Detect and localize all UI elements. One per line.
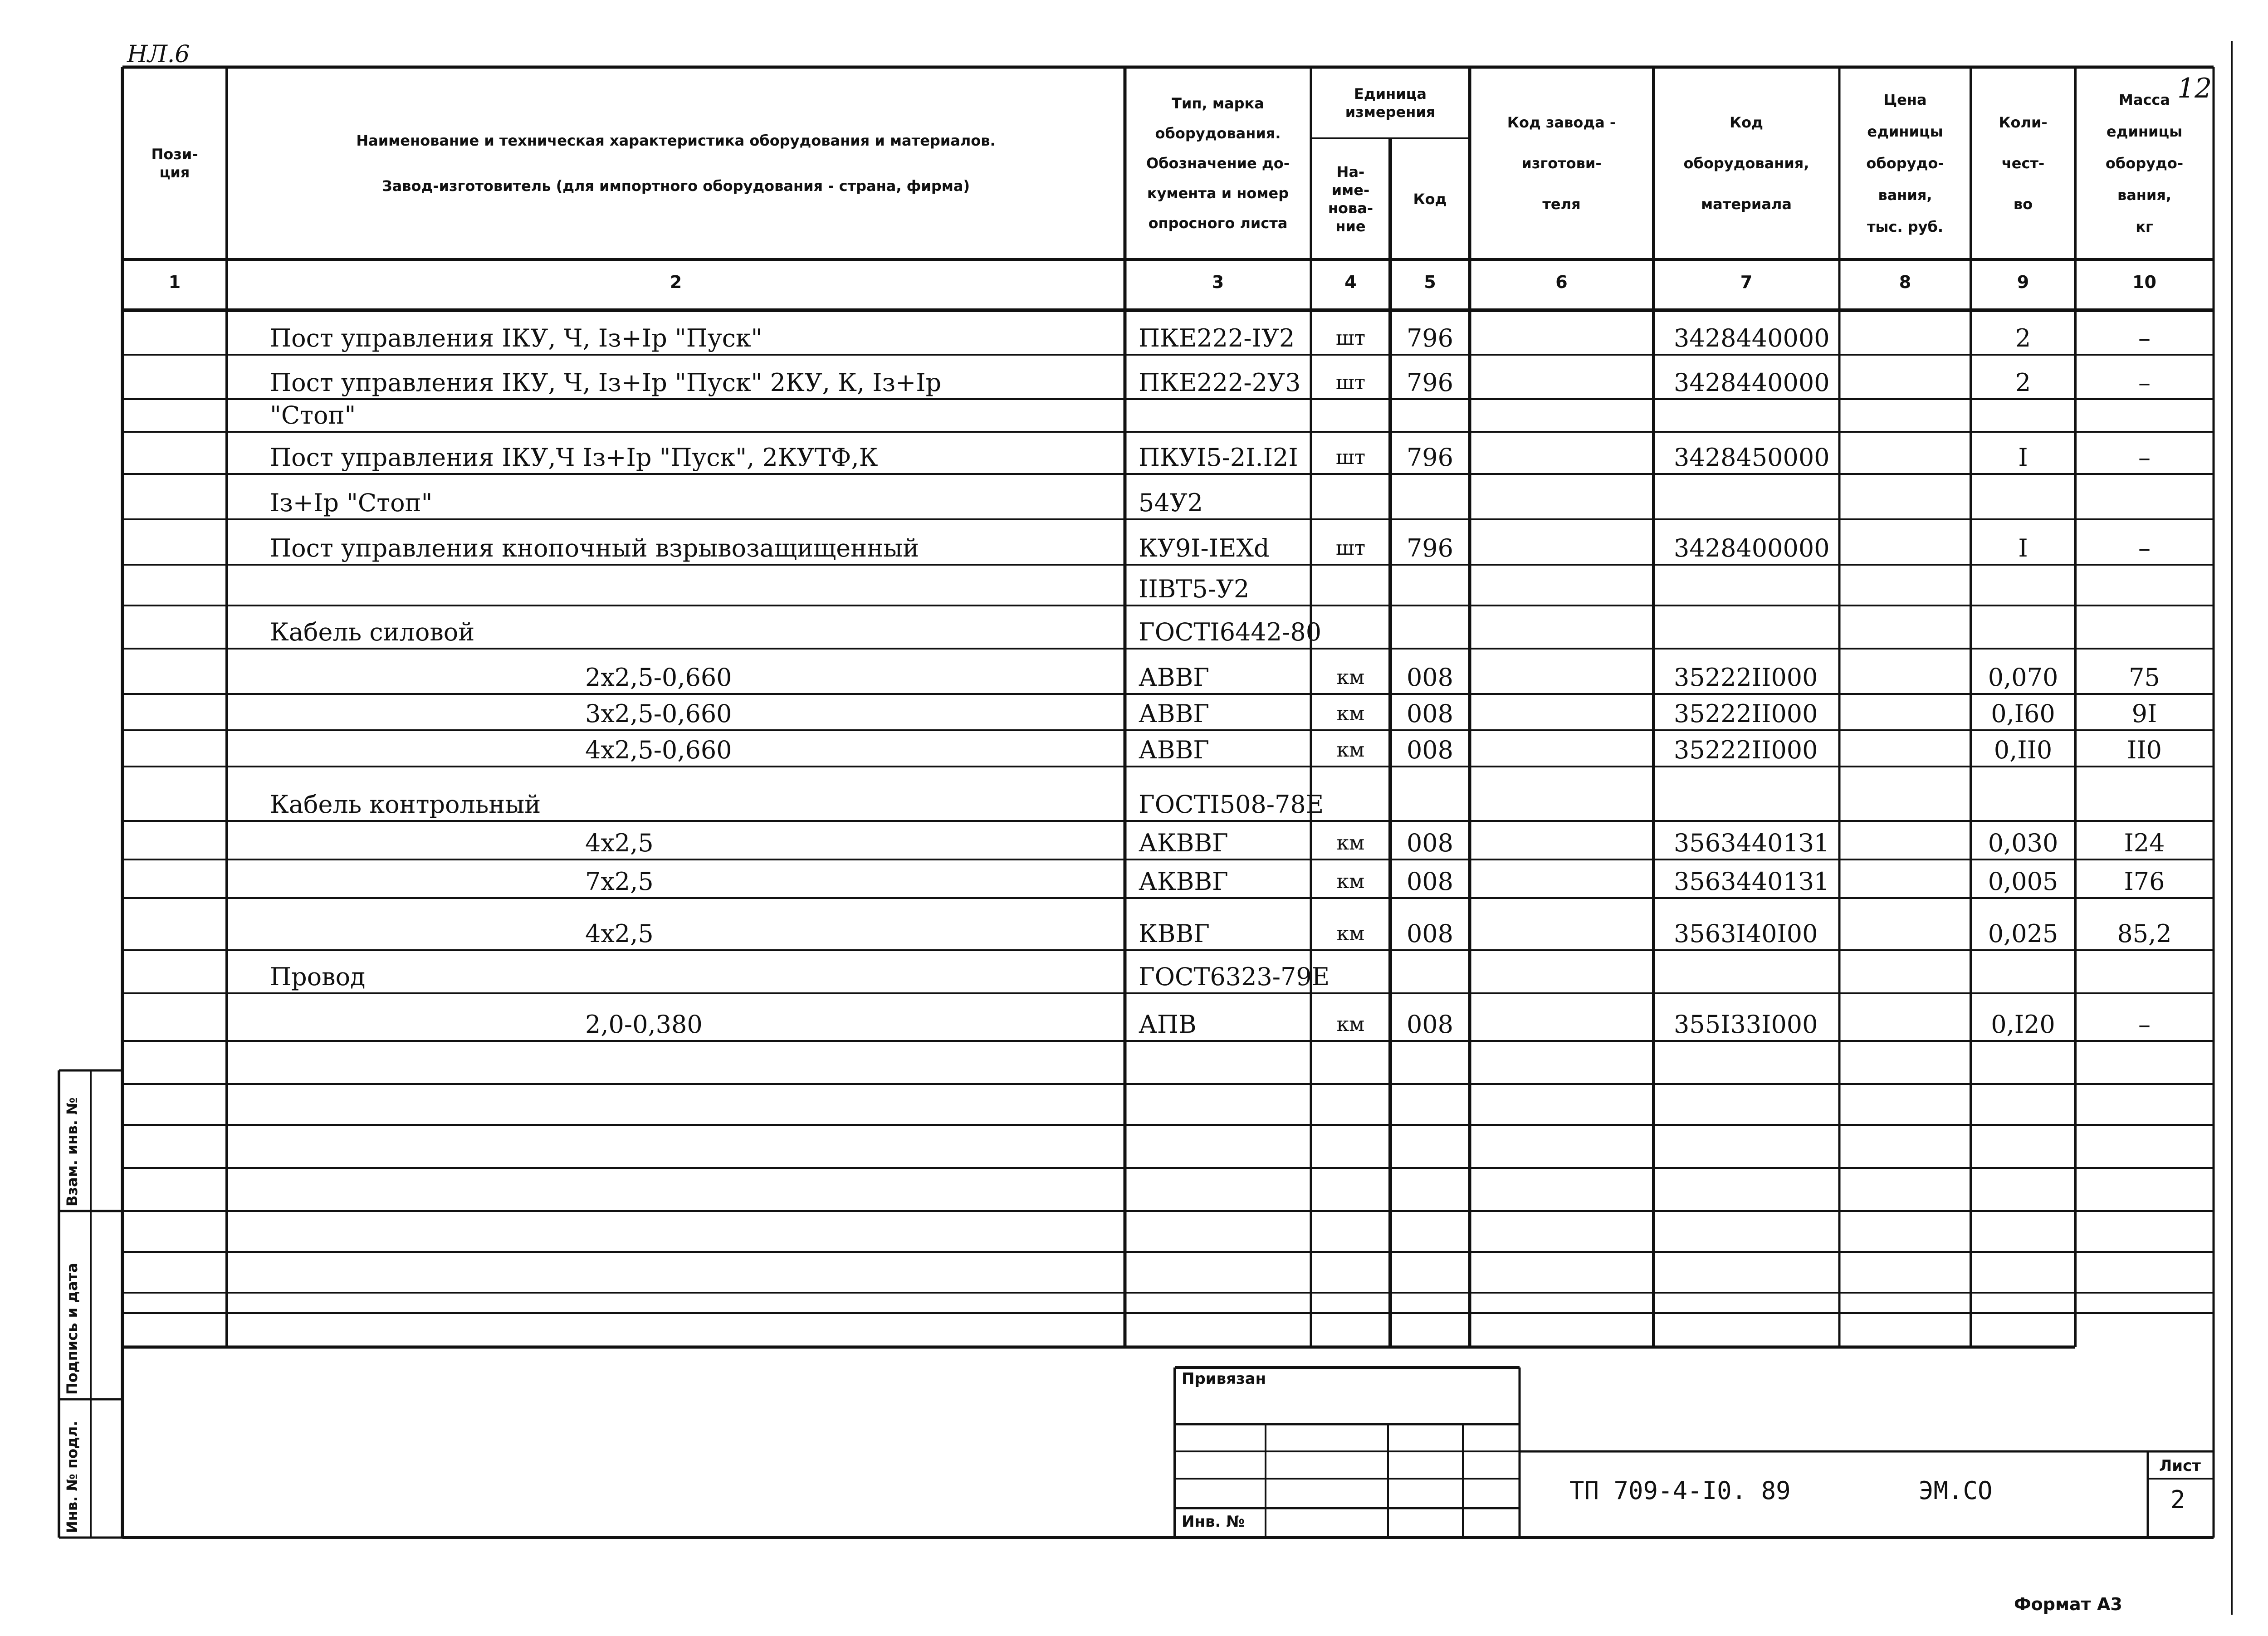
material-code-cell: 35222II000 [1674, 736, 1818, 764]
type-cell: АВВГ [1139, 736, 1210, 764]
side-label-signature-date: Подпись и дата [64, 1263, 81, 1395]
header-name [227, 67, 1125, 259]
header-position: Пози- ция [151, 146, 198, 181]
side-label-original-inv: Инв. № подл. [64, 1421, 81, 1533]
type-cell: АКВВГ [1139, 867, 1228, 896]
header-name-line1: Наименование и техническая характеристика оборудования и материалов. [356, 132, 996, 149]
stamp-doc-code: ТП 709-4-I0. 89 [1569, 1476, 1791, 1505]
name-cell: 4х2,5 [585, 829, 654, 857]
side-label-replaced-inv: Взам. инв. № [64, 1097, 81, 1206]
column-number-10: 10 [2132, 272, 2156, 292]
name-cell: 2х2,5-0,660 [585, 663, 732, 692]
material-code-cell: 35222II000 [1674, 663, 1818, 692]
type-cell: IIBT5-У2 [1139, 575, 1250, 603]
header-unit-name: На- име- нова- ние [1328, 163, 1374, 235]
quantity-cell: 0,030 [1988, 829, 2058, 857]
header-price: Цена единицы оборудо- вания, тыс. руб. [1866, 91, 1944, 235]
unit-code-cell: 796 [1406, 443, 1454, 472]
unit-cell: км [1336, 831, 1365, 855]
format-label: Формат А3 [2014, 1594, 2122, 1614]
unit-code-cell: 796 [1406, 368, 1454, 397]
material-code-cell: 3563I40I00 [1674, 919, 1818, 948]
quantity-cell: 2 [2015, 368, 2031, 397]
name-cell: Провод [270, 962, 366, 991]
name-cell: Пост управления IКУ, Ч, Iз+Iр "Пуск" [270, 324, 763, 352]
name-cell: Кабель силовой [270, 618, 475, 646]
column-number-3: 3 [1212, 272, 1224, 292]
name-cell: 4х2,5-0,660 [585, 736, 732, 764]
unit-code-cell: 008 [1406, 1010, 1454, 1039]
type-cell: ГОСТ6323-79Е [1139, 962, 1330, 991]
mass-cell: 9I [2131, 699, 2157, 728]
type-cell: ПКЕ222-2У3 [1139, 368, 1301, 397]
unit-code-cell: 008 [1406, 736, 1454, 764]
unit-cell: шт [1335, 327, 1366, 350]
quantity-cell: 0,025 [1988, 919, 2058, 948]
name-cell: 3х2,5-0,660 [585, 699, 732, 728]
header-name-line2: Завод-изготовитель (для импортного оборудования - страна, фирма) [381, 177, 970, 195]
mass-cell: – [2138, 534, 2151, 562]
column-number-7: 7 [1740, 272, 1753, 292]
type-cell: ГОСТI508-78Е [1139, 790, 1324, 819]
sheet-corner-number: 12 [2177, 73, 2212, 104]
material-code-cell: 35222II000 [1674, 699, 1818, 728]
name-cell: 4х2,5 [585, 919, 654, 948]
mass-cell: – [2138, 1010, 2151, 1039]
stamp-sheet-label: Лист [2159, 1457, 2201, 1475]
unit-cell: шт [1335, 446, 1366, 469]
column-number-2: 2 [670, 272, 682, 292]
mass-cell: II0 [2126, 736, 2162, 764]
mass-cell: – [2138, 443, 2151, 472]
type-cell: 54У2 [1139, 488, 1203, 517]
name-cell: Iз+Iр "Стоп" [270, 488, 433, 517]
type-cell: АКВВГ [1139, 829, 1228, 857]
quantity-cell: 2 [2015, 324, 2031, 352]
unit-cell: шт [1335, 371, 1366, 394]
header-quantity: Коли- чест- во [1999, 114, 2048, 213]
mass-cell: – [2138, 324, 2151, 352]
material-code-cell: 35634401З1 [1674, 867, 1829, 896]
column-number-6: 6 [1555, 272, 1568, 292]
column-number-1: 1 [168, 272, 181, 292]
mass-cell: I24 [2124, 829, 2165, 857]
unit-code-cell: 796 [1406, 324, 1454, 352]
type-cell: ПКУI5-2I.I2I [1139, 443, 1298, 472]
name-cell: Кабель контрольный [270, 790, 541, 819]
stamp-sheet-number: 2 [2170, 1485, 2185, 1514]
header-unit-group: Единица измерения [1345, 85, 1436, 121]
material-code-cell: 3428400000 [1674, 534, 1830, 562]
mass-cell: I76 [2124, 867, 2165, 896]
corner-note: НЛ.6 [127, 41, 190, 68]
type-cell: АВВГ [1139, 663, 1210, 692]
unit-cell: км [1336, 922, 1365, 945]
material-code-cell: 355I33I000 [1674, 1010, 1818, 1039]
unit-code-cell: 008 [1406, 663, 1454, 692]
unit-code-cell: 008 [1406, 919, 1454, 948]
quantity-cell: 0,I20 [1991, 1010, 2055, 1039]
unit-cell: шт [1335, 537, 1366, 560]
type-cell: АПВ [1139, 1010, 1197, 1039]
header-plant-code: Код завода - изготови- теля [1507, 114, 1616, 213]
quantity-cell: I [2018, 443, 2028, 472]
header-material-code: Код оборудования, материала [1683, 114, 1809, 213]
unit-code-cell: 008 [1406, 867, 1454, 896]
quantity-cell: 0,005 [1988, 867, 2058, 896]
mass-cell: 75 [2129, 663, 2160, 692]
type-cell: КУ9I-IEXd [1139, 534, 1270, 562]
unit-code-cell: 008 [1406, 829, 1454, 857]
name-cell: 2,0-0,380 [585, 1010, 703, 1039]
header-type: Тип, марка оборудования. Обозначение до- кумента и номер опросного листа [1146, 95, 1290, 232]
column-number-4: 4 [1344, 272, 1357, 292]
type-cell: АВВГ [1139, 699, 1210, 728]
name-cell: 7х2,5 [585, 867, 654, 896]
unit-cell: км [1336, 1013, 1365, 1036]
stamp-doc-mark: ЭМ.СО [1919, 1476, 1993, 1505]
unit-cell: км [1336, 702, 1365, 725]
type-cell: ГОСТI6442-80 [1139, 618, 1322, 646]
type-cell: ПКЕ222-IУ2 [1139, 324, 1295, 352]
unit-cell: км [1336, 666, 1365, 689]
type-cell: КВВГ [1139, 919, 1210, 948]
name-cell: "Стоп" [270, 401, 356, 430]
mass-cell: – [2138, 368, 2151, 397]
unit-cell: км [1336, 738, 1365, 762]
header-mass: Масса единицы оборудо- вания, кг [2105, 91, 2184, 235]
material-code-cell: 3428440000 [1674, 324, 1830, 352]
quantity-cell: 0,II0 [1994, 736, 2053, 764]
quantity-cell: 0,070 [1988, 663, 2058, 692]
stamp-bound-label: Привязан [1182, 1370, 1266, 1388]
quantity-cell: I [2018, 534, 2028, 562]
material-code-cell: 3428450000 [1674, 443, 1830, 472]
material-code-cell: 35634401З1 [1674, 829, 1829, 857]
column-number-8: 8 [1899, 272, 1911, 292]
stamp-inv-label: Инв. № [1182, 1513, 1245, 1531]
unit-cell: км [1336, 870, 1365, 893]
column-number-5: 5 [1424, 272, 1436, 292]
name-cell: Пост управления кнопочный взрывозащищенный [270, 534, 919, 562]
header-unit-code: Код [1413, 190, 1447, 208]
name-cell: Пост управления IКУ, Ч, Iз+Iр "Пуск" 2КУ, К, Iз+Iр [270, 368, 942, 397]
unit-code-cell: 796 [1406, 534, 1454, 562]
quantity-cell: 0,I60 [1991, 699, 2055, 728]
unit-code-cell: 008 [1406, 699, 1454, 728]
mass-cell: 85,2 [2117, 919, 2172, 948]
material-code-cell: 3428440000 [1674, 368, 1830, 397]
column-number-9: 9 [2017, 272, 2029, 292]
name-cell: Пост управления IКУ,Ч Iз+Iр "Пуск", 2КУТФ,К [270, 443, 878, 472]
